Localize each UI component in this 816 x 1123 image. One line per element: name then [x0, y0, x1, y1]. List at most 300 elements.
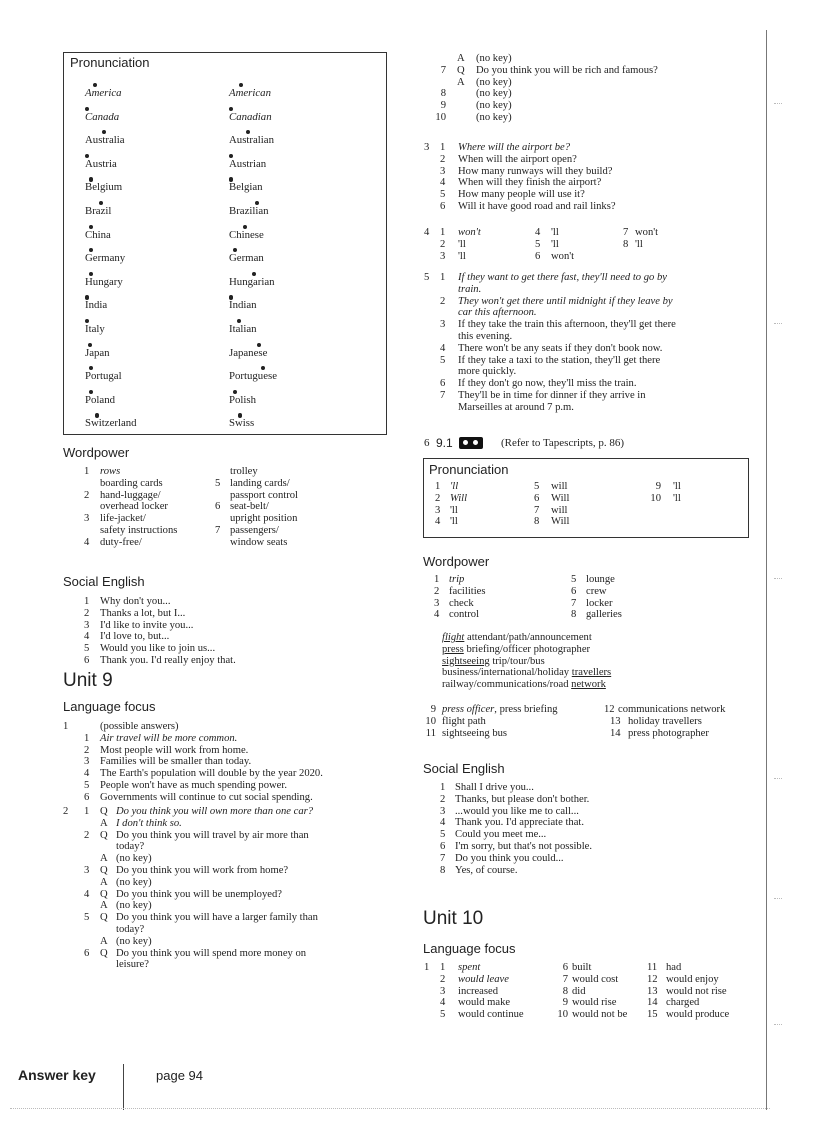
continued-line	[418, 88, 763, 100]
item-number: 7	[534, 504, 540, 516]
continued-line	[418, 100, 763, 112]
pronunciation-row	[424, 481, 744, 493]
unit10-row	[418, 986, 763, 998]
stress-dot	[238, 413, 242, 417]
pronunciation-adjective-7: German	[229, 252, 264, 265]
item-text: Will it have good road and rail links?	[458, 201, 616, 212]
social-english-title: Social English	[63, 574, 145, 589]
item-number: 10	[435, 112, 446, 123]
item-text: Do you think you will travel by air more than	[116, 829, 309, 841]
item-text: would not rise	[666, 985, 727, 997]
item-text: Why don't you...	[100, 596, 171, 607]
stress-dot	[229, 107, 233, 111]
item-text: I'd love to, but...	[100, 631, 170, 643]
item-number: 11	[647, 962, 658, 973]
item-text: (no key)	[116, 853, 152, 865]
item-number: 3	[440, 319, 446, 331]
exercise-number: 1	[63, 721, 69, 732]
item-text: The Earth's population will double by the year 2020.	[100, 768, 323, 780]
ex5-line	[418, 284, 763, 296]
margin-tick-3	[774, 578, 782, 579]
item-number: 1	[84, 806, 90, 817]
item-text: (no key)	[476, 88, 512, 100]
exercise-number: 4	[424, 227, 430, 238]
unit9-ex2-line	[63, 877, 393, 889]
item-number: 14	[610, 727, 621, 739]
unit9-ex2-line	[63, 900, 393, 912]
item-number: 3	[84, 865, 90, 876]
q-a-marker: Q	[100, 888, 108, 900]
item-text: landing cards/	[230, 477, 290, 489]
item-text: control	[449, 609, 480, 621]
item-text: Thanks a lot, but I...	[100, 607, 186, 619]
item-number: 1	[84, 466, 90, 477]
item-text: Do you think you will be rich and famous?	[476, 64, 658, 76]
unit9-ex2-line	[63, 841, 393, 853]
item-number: 8	[440, 88, 446, 100]
collocation-line	[442, 656, 762, 668]
wordpower-line	[63, 537, 393, 549]
pronunciation-word-9: India	[85, 299, 108, 312]
item-text: How many runways will they build?	[458, 165, 613, 177]
margin-tick-6	[774, 1024, 782, 1025]
unit10-row	[418, 997, 763, 1009]
item-text: passengers/	[230, 525, 279, 536]
item-number: 5	[440, 189, 446, 201]
social-english-line-2	[418, 841, 763, 853]
item-text: Would you like to join us...	[100, 643, 216, 655]
pronunciation-adjective-11: Japanese	[229, 346, 268, 359]
item-text: would rise	[572, 997, 617, 1009]
item-number: 4	[440, 177, 446, 189]
collocation-keyword: sightseeing	[442, 655, 490, 667]
q-a-marker: Q	[100, 912, 108, 924]
item-text: hand-luggage/	[100, 489, 161, 501]
stress-dot	[229, 295, 233, 299]
item-text: 'll	[551, 238, 559, 250]
item-text: Could you meet me...	[455, 829, 547, 841]
item-text: Thank you. I'd appreciate that.	[455, 817, 584, 829]
item-text: When will the airport open?	[458, 153, 577, 165]
ex5-line	[418, 331, 763, 343]
item-text: Marseilles at around 7 p.m.	[458, 401, 574, 413]
q-a-marker: A	[100, 935, 108, 947]
ex3-line	[418, 189, 763, 201]
item-number: 6	[535, 250, 541, 262]
item-number: 2	[440, 295, 446, 307]
track-number: 9.1	[436, 436, 453, 450]
item-number: 2	[435, 492, 441, 504]
item-number: 1	[440, 227, 446, 238]
item-number: 5	[571, 574, 577, 585]
pronunciation-adjective-14: Swiss	[229, 417, 255, 430]
q-a-marker: Q	[100, 829, 108, 841]
item-number: 8	[534, 516, 540, 528]
item-number: 5	[84, 643, 90, 655]
item-number: 4	[440, 342, 446, 354]
answer-text: communications network	[618, 704, 726, 715]
wordpower-line	[63, 513, 393, 525]
item-number: 3	[440, 985, 446, 997]
item-number: 9	[655, 481, 661, 492]
item-text: 'll	[551, 227, 559, 238]
item-number: 8	[562, 985, 568, 997]
ex4-line	[418, 227, 763, 239]
item-number: 5	[440, 829, 446, 841]
answer-text: press photographer	[628, 727, 709, 739]
item-number: 4	[440, 997, 446, 1009]
item-number: 2	[440, 793, 446, 805]
item-text: this evening.	[458, 331, 513, 342]
unit9-ex2-line	[63, 830, 393, 842]
exercise-6-number: 6	[424, 437, 430, 449]
exercise-number: 3	[424, 142, 430, 153]
item-text: 'll	[450, 481, 459, 492]
ex5-line	[418, 272, 763, 284]
social-english-line-2	[418, 794, 763, 806]
item-number: 6	[440, 378, 446, 390]
item-text: Will	[450, 492, 468, 504]
q-a-marker: A	[100, 817, 108, 829]
item-text: will	[551, 504, 568, 516]
item-number: 9	[440, 100, 446, 112]
item-text: When will they finish the airport?	[458, 177, 602, 189]
item-number: 5	[215, 477, 221, 489]
item-text: built	[572, 962, 592, 973]
item-text: rows	[100, 466, 121, 477]
ex5-line	[418, 307, 763, 319]
collocation-keyword: network	[571, 679, 606, 691]
item-text: Do you think you will spend more money on	[116, 947, 307, 959]
wordpower-line	[63, 525, 393, 537]
social-english-line-2	[418, 817, 763, 829]
collocation-words: trip/tour/bus	[492, 655, 545, 667]
tapescript-reference: (Refer to Tapescripts, p. 86)	[501, 437, 625, 449]
pronunciation-adjective-1: Canadian	[229, 110, 272, 123]
item-number: 8	[623, 238, 629, 250]
pronunciation-title: Pronunciation	[70, 55, 150, 70]
unit9-ex2-line	[63, 806, 393, 818]
item-number: 2	[440, 973, 446, 985]
item-number: 1	[84, 732, 90, 744]
item-text: galleries	[586, 609, 622, 621]
item-number: 6	[571, 585, 577, 597]
exercise-6	[418, 437, 763, 451]
social-english-title-2: Social English	[423, 761, 505, 776]
item-number: 13	[610, 715, 621, 727]
item-number: 3	[440, 165, 446, 177]
item-number: 7	[440, 390, 446, 401]
item-text: boarding cards	[100, 477, 163, 489]
q-a-marker: A	[457, 53, 465, 64]
item-text: train.	[458, 283, 482, 295]
item-number: 3	[84, 513, 90, 525]
item-number: 6	[440, 201, 446, 212]
footer-page-number: page 94	[156, 1068, 203, 1083]
ex3-line	[418, 201, 763, 213]
item-number: 9	[562, 997, 568, 1009]
item-text: Thank you. I'd really enjoy that.	[100, 655, 236, 666]
stress-dot	[243, 225, 247, 229]
social-english-line	[63, 643, 393, 655]
item-number: 9	[430, 704, 436, 715]
item-text: upright position	[230, 513, 298, 525]
item-number: 4	[84, 888, 90, 900]
item-text: I don't think so.	[116, 817, 182, 829]
pronunciation-adjective-4: Belgian	[229, 181, 263, 194]
wordpower-answer-line	[418, 704, 763, 716]
item-number: 2	[440, 153, 446, 165]
item-text: 'll	[450, 516, 458, 528]
item-number: 10	[650, 492, 661, 504]
item-number: 6	[84, 947, 90, 959]
cassette-icon	[459, 437, 483, 449]
item-text: won't	[458, 227, 481, 238]
unit9-ex2-line	[63, 959, 393, 971]
unit-9-title: Unit 9	[63, 670, 113, 691]
item-number: 1	[84, 596, 90, 607]
unit10-row	[418, 962, 763, 974]
item-text: Thanks, but please don't bother.	[455, 793, 590, 805]
item-text: would leave	[458, 973, 509, 985]
item-number: 1	[435, 481, 441, 492]
item-number: 3	[84, 619, 90, 631]
item-number: 5	[535, 238, 541, 250]
pronunciation-row	[424, 516, 744, 528]
item-number: 2	[84, 744, 90, 756]
pronunciation-word-1: Canada	[85, 110, 120, 123]
item-text: If they don't go now, they'll miss the train.	[458, 378, 637, 390]
item-text: would not be	[572, 1009, 628, 1021]
social-english-line-2	[418, 806, 763, 818]
margin-tick-1	[774, 103, 782, 104]
item-number: 7	[623, 227, 629, 238]
stress-dot	[229, 177, 233, 181]
item-text: Do you think you will have a larger family than	[116, 912, 318, 924]
item-text: 'll	[673, 481, 681, 492]
item-text: Do you think you will be unemployed?	[116, 888, 282, 900]
unit-9-language-focus-title: Language focus	[63, 699, 156, 714]
item-text: Do you think you will own more than one car?	[116, 806, 314, 817]
continued-line	[418, 77, 763, 89]
unit9-ex2-line	[63, 924, 393, 936]
continued-line	[418, 65, 763, 77]
exercise-number: 2	[63, 806, 69, 817]
item-number: 3	[440, 250, 446, 262]
pronunciation-word-14: Switzerland	[85, 417, 137, 430]
unit9-ex1-line	[63, 733, 393, 745]
item-text: overhead locker	[100, 501, 168, 513]
collocation-line	[442, 667, 762, 679]
unit9-ex2-line	[63, 912, 393, 924]
item-text: increased	[458, 985, 498, 997]
item-number: 4	[535, 227, 541, 238]
collocation-words: railway/communications/road	[442, 679, 569, 691]
collocation-line	[442, 679, 762, 691]
item-text: Families will be smaller than today.	[100, 756, 252, 768]
stress-dot	[88, 343, 92, 347]
item-text: 'll	[635, 238, 643, 250]
item-text: (no key)	[116, 876, 152, 888]
item-text: spent	[458, 962, 481, 973]
item-number: 6	[562, 962, 568, 973]
item-number: 5	[534, 481, 540, 492]
unit9-ex2-line	[63, 889, 393, 901]
margin-tick-4	[774, 778, 782, 779]
unit9-ex1-line	[63, 745, 393, 757]
item-text: They'll be in time for dinner if they arrive in	[458, 390, 646, 401]
item-text: today?	[116, 924, 145, 935]
ex5-line	[418, 402, 763, 414]
item-text: had	[666, 962, 682, 973]
stress-dot	[89, 177, 93, 181]
answer-text: flight path	[442, 715, 486, 727]
wordpower-row	[418, 598, 763, 610]
item-text: life-jacket/	[100, 513, 146, 525]
item-text: (no key)	[116, 935, 152, 947]
item-number: 6	[215, 501, 221, 513]
wordpower-line	[63, 501, 393, 513]
pronunciation-word-11: Japan	[85, 346, 110, 359]
ex4-line	[418, 251, 763, 263]
footer-answer-key-label: Answer key	[18, 1067, 96, 1083]
answer-plain: press briefing	[499, 704, 558, 715]
stress-dot	[95, 413, 99, 417]
collocation-words: business/international/holiday	[442, 667, 570, 679]
pronunciation-adjective-6: Chinese	[229, 228, 264, 241]
item-text: check	[449, 597, 474, 609]
q-a-marker: A	[457, 76, 465, 88]
pronunciation-word-3: Austria	[85, 157, 117, 170]
ex3-line	[418, 177, 763, 189]
item-text: If they take the train this afternoon, they'll get there	[458, 319, 676, 331]
bottom-dotted-line	[10, 1108, 770, 1109]
pronunciation-word-10: Italy	[85, 323, 105, 335]
wordpower-line	[63, 466, 393, 478]
pronunciation-adjective-3: Austrian	[229, 157, 267, 170]
item-text: safety instructions	[100, 525, 178, 536]
item-text: charged	[666, 997, 700, 1009]
item-text: passport control	[230, 489, 298, 501]
pronunciation-adjective-2: Australian	[229, 134, 274, 147]
item-number: 4	[84, 768, 90, 780]
item-number: 3	[440, 805, 446, 817]
item-number: 7	[440, 64, 446, 76]
item-text: (no key)	[476, 76, 512, 88]
answer-text: holiday travellers	[628, 715, 702, 727]
wordpower-answer-line	[418, 716, 763, 728]
item-number: 6	[84, 791, 90, 803]
unit9-ex1-line	[63, 792, 393, 804]
item-number: 5	[440, 1009, 446, 1021]
q-a-marker: Q	[457, 64, 465, 76]
item-number: 10	[557, 1009, 568, 1021]
wordpower-row	[418, 609, 763, 621]
item-number: 3	[435, 504, 441, 516]
item-text: 'll	[673, 492, 681, 504]
item-number: 1	[440, 272, 446, 283]
pronunciation-word-0: America	[85, 87, 122, 99]
ex5-line	[418, 390, 763, 402]
ex5-line	[418, 343, 763, 355]
item-text: did	[572, 985, 586, 997]
item-number: 2	[434, 585, 440, 597]
collocation-line	[442, 644, 762, 656]
pronunciation-adjective-13: Polish	[229, 393, 257, 406]
pronunciation-box-1	[63, 52, 387, 435]
item-number: 2	[84, 829, 90, 841]
pronunciation-adjective-0: American	[229, 87, 271, 99]
item-number: 10	[425, 715, 436, 727]
continued-line	[418, 53, 763, 65]
collocation-words: attendant/path/announcement	[467, 632, 592, 643]
stress-dot	[85, 295, 89, 299]
stress-dot	[257, 343, 261, 347]
pronunciation-adjective-5: Brazilian	[229, 205, 269, 217]
item-number: 1	[440, 142, 446, 153]
item-text: 'll	[450, 504, 458, 516]
item-number: 11	[425, 727, 436, 739]
q-a-marker: A	[100, 900, 108, 912]
unit9-ex1-line	[63, 780, 393, 792]
item-number: 7	[215, 525, 221, 536]
social-english-line-2	[418, 782, 763, 794]
item-text: won't	[635, 227, 659, 238]
continued-line	[418, 112, 763, 124]
item-number: 1	[434, 574, 440, 585]
item-text: There won't be any seats if they don't book now.	[458, 342, 663, 354]
item-number: 6	[440, 841, 446, 852]
q-a-marker: Q	[100, 806, 108, 817]
item-number: 5	[440, 354, 446, 366]
item-text: I'd like to invite you...	[100, 619, 194, 631]
pronunciation-adjective-9: Indian	[229, 299, 257, 312]
q-a-marker: A	[100, 853, 108, 865]
answer-text: press officer, press briefing	[442, 704, 558, 715]
item-text: will	[551, 481, 568, 492]
unit-10-title: Unit 10	[423, 908, 484, 929]
wordpower-row	[418, 586, 763, 598]
item-number: 4	[440, 817, 446, 829]
item-text: People won't have as much spending power.	[100, 780, 287, 791]
unit9-ex1-line	[63, 768, 393, 780]
item-text: (no key)	[116, 900, 152, 912]
pronunciation-adjective-10: Italian	[229, 323, 257, 335]
item-text: (possible answers)	[100, 721, 179, 732]
pronunciation-row	[424, 493, 744, 505]
item-text: (no key)	[476, 53, 512, 64]
item-text: They won't get there until midnight if they leave by	[458, 295, 673, 307]
item-number: 6	[534, 492, 540, 504]
social-english-line-2	[418, 865, 763, 877]
item-number: 4	[84, 536, 90, 548]
q-a-marker: A	[100, 876, 108, 888]
item-text: 'll	[458, 238, 466, 250]
social-english-line-2	[418, 853, 763, 865]
item-number: 7	[440, 852, 446, 864]
item-text: window seats	[230, 536, 288, 548]
wordpower-answer-line	[418, 728, 763, 740]
item-number: 4	[434, 609, 440, 621]
item-text: If they take a taxi to the station, they'll get there	[458, 354, 661, 366]
item-text: facilities	[449, 585, 486, 597]
pronunciation-adjective-8: Hungarian	[229, 275, 275, 288]
social-english-line	[63, 596, 393, 608]
item-number: 5	[84, 780, 90, 791]
item-text: won't	[551, 250, 575, 262]
social-english-line	[63, 655, 393, 667]
item-text: 'll	[458, 250, 466, 262]
